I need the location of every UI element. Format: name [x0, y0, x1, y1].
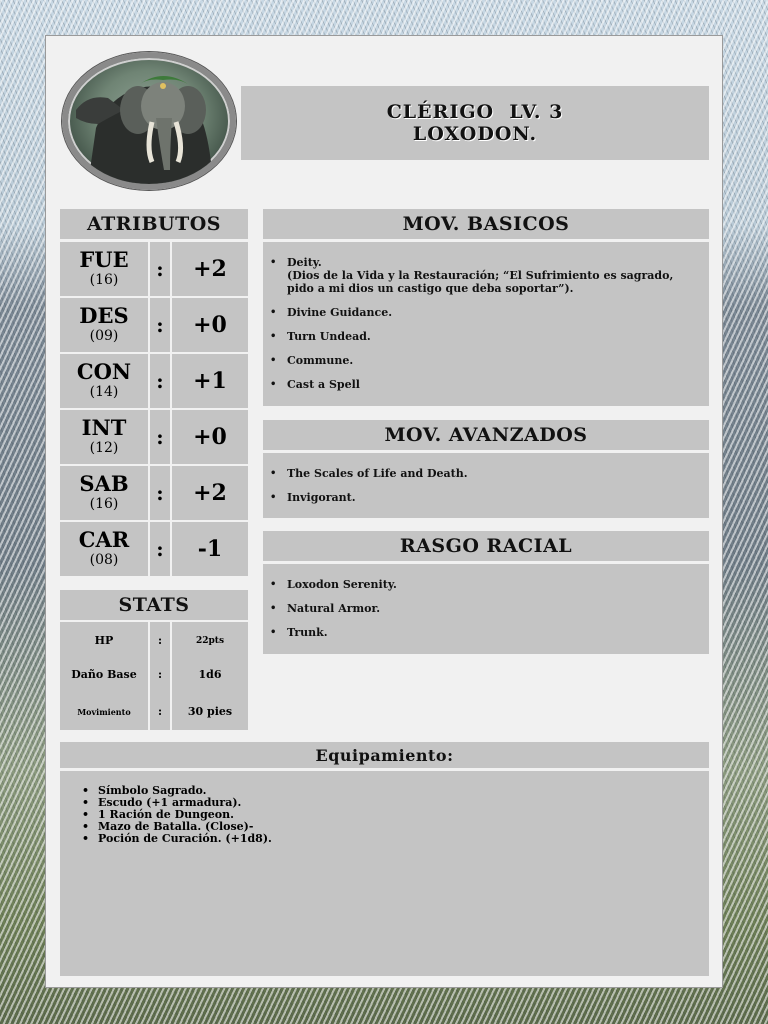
attribute-name: INT (12): [60, 410, 148, 464]
attribute-colon: :: [150, 298, 170, 352]
stat-row-hp: [60, 622, 248, 659]
attribute-name: DES (09): [60, 298, 148, 352]
basic-move-item: • Deity. (Dios de la Vida y la Restauración; “El Sufrimiento es sagrado, pido a mi dios un castigo que deba soportar”).: [287, 256, 701, 295]
attribute-modifier: +0: [172, 298, 248, 352]
basic-move-item: • Turn Undead.: [287, 330, 701, 343]
class-title-box: [241, 86, 709, 160]
basic-moves-panel: [263, 242, 709, 406]
attribute-row-sab: [60, 466, 248, 520]
character-portrait: [62, 52, 236, 190]
attribute-modifier: +2: [172, 466, 248, 520]
race-name: LOXODON.: [412, 123, 538, 145]
stat-label: Movimiento: [60, 693, 148, 730]
equipment-item: • Poción de Curación. (+1d8).: [98, 833, 709, 845]
attributes-header: ATRIBUTOS: [60, 209, 248, 239]
stats-header: STATS: [60, 590, 248, 620]
stat-value: 30 pies: [172, 693, 248, 730]
racial-trait-item: • Trunk.: [287, 626, 709, 639]
stat-value: 22pts: [172, 622, 248, 659]
equipment-header: Equipamiento:: [60, 742, 709, 768]
advanced-move-item: • The Scales of Life and Death.: [287, 467, 709, 480]
racial-trait-item: • Loxodon Serenity.: [287, 578, 709, 591]
attribute-colon: :: [150, 522, 170, 576]
equipment-item: • 1 Ración de Dungeon.: [98, 809, 709, 821]
stat-row-damage: [60, 656, 248, 693]
equipment-item: • Escudo (+1 armadura).: [98, 797, 709, 809]
attribute-name: FUE (16): [60, 242, 148, 296]
attribute-name: CAR (08): [60, 522, 148, 576]
attribute-row-car: [60, 522, 248, 576]
attribute-colon: :: [150, 410, 170, 464]
racial-trait-header: RASGO RACIAL: [263, 531, 709, 561]
advanced-moves-panel: [263, 453, 709, 518]
stat-label: Daño Base: [60, 656, 148, 693]
advanced-moves-header: MOV. AVANZADOS: [263, 420, 709, 450]
basic-move-item: • Cast a Spell: [287, 378, 701, 391]
basic-move-item: • Commune.: [287, 354, 701, 367]
class-level: CLÉRIGO LV. 3: [386, 101, 564, 123]
attribute-row-fue: [60, 242, 248, 296]
racial-trait-item: • Natural Armor.: [287, 602, 709, 615]
attribute-modifier: -1: [172, 522, 248, 576]
attribute-colon: :: [150, 354, 170, 408]
deity-note: (Dios de la Vida y la Restauración; “El Sufrimiento es sagrado, pido a mi dios un castigo que deba soportar”).: [287, 269, 674, 295]
basic-move-item: • Divine Guidance.: [287, 306, 701, 319]
attribute-row-con: [60, 354, 248, 408]
attribute-row-des: [60, 298, 248, 352]
character-sheet: [45, 35, 723, 988]
stat-label: HP: [60, 622, 148, 659]
stat-colon: :: [150, 693, 170, 730]
equipment-item: • Símbolo Sagrado.: [98, 785, 709, 797]
racial-trait-panel: [263, 564, 709, 654]
basic-moves-header: MOV. BASICOS: [263, 209, 709, 239]
attribute-name: SAB (16): [60, 466, 148, 520]
stat-colon: :: [150, 622, 170, 659]
loxodon-portrait-image: [68, 58, 230, 184]
stat-colon: :: [150, 656, 170, 693]
attribute-modifier: +2: [172, 242, 248, 296]
advanced-move-item: • Invigorant.: [287, 491, 709, 504]
equipment-panel: [60, 771, 709, 976]
attribute-colon: :: [150, 242, 170, 296]
attribute-modifier: +0: [172, 410, 248, 464]
attribute-colon: :: [150, 466, 170, 520]
attribute-name: CON (14): [60, 354, 148, 408]
attribute-row-int: [60, 410, 248, 464]
attribute-modifier: +1: [172, 354, 248, 408]
equipment-item: • Mazo de Batalla. (Close)-: [98, 821, 709, 833]
stat-value: 1d6: [172, 656, 248, 693]
stat-row-movement: [60, 693, 248, 730]
